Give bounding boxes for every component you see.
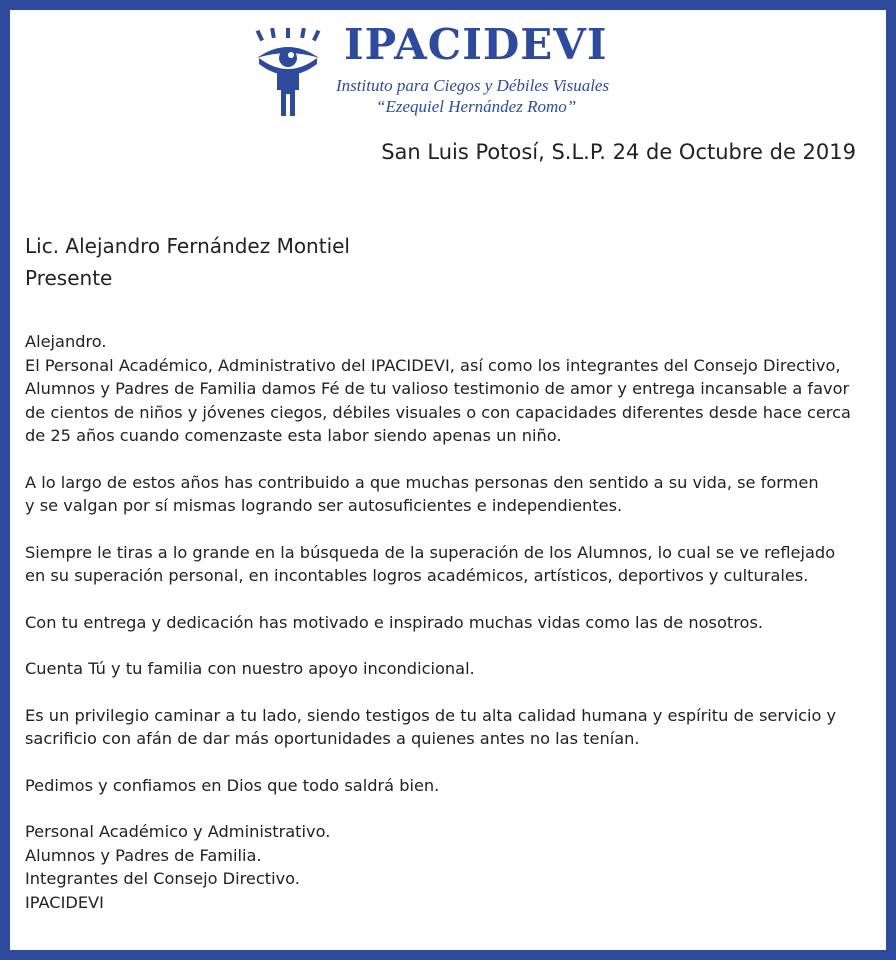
paragraph-line: Siempre le tiras a lo grande en la búsqueda de la superación de los Alumnos, lo cual se ve reflejado bbox=[25, 542, 836, 562]
signature-line: IPACIDEVI bbox=[25, 892, 104, 912]
paragraph-line: sacrificio con afán de dar más oportunidades a quienes antes no las tenían. bbox=[25, 729, 640, 748]
paragraph-7 bbox=[25, 774, 875, 798]
signature-line: Integrantes del Consejo Directivo. bbox=[25, 869, 300, 888]
letter-body bbox=[25, 330, 875, 914]
signature-line: Alumnos y Padres de Familia. bbox=[25, 845, 262, 865]
paragraph-line: El Personal Académico, Administrativo del IPACIDEVI, así como los integrantes del Consejo Directivo, bbox=[25, 355, 841, 375]
paragraph-line: Pedimos y confiamos en Dios que todo saldrá bien. bbox=[25, 775, 440, 795]
paragraph-6 bbox=[25, 704, 875, 751]
letterhead bbox=[10, 10, 886, 130]
paragraph-4 bbox=[25, 611, 875, 635]
org-name: IPACIDEVI bbox=[344, 20, 608, 69]
recipient-block bbox=[25, 230, 350, 294]
dateline: San Luis Potosí, S.L.P. 24 de Octubre de 2019 bbox=[381, 140, 856, 164]
paragraph-line: de cientos de niños y jóvenes ciegos, débiles visuales o con capacidades diferentes desde hace cerca bbox=[25, 402, 851, 422]
paragraph-line: de 25 años cuando comenzaste esta labor siendo apenas un niño. bbox=[25, 426, 562, 445]
salutation: Alejandro. bbox=[25, 332, 107, 351]
paragraph-line: Alumnos y Padres de Familia damos Fé de tu valioso testimonio de amor y entrega incansable a favor bbox=[25, 379, 850, 398]
paragraph-5 bbox=[25, 657, 875, 681]
org-honor-name: “Ezequiel Hernández Romo” bbox=[376, 97, 577, 116]
paragraph-line: Es un privilegio caminar a tu lado, siendo testigos de tu alta calidad humana y espíritu de servicio y bbox=[25, 705, 837, 725]
paragraph-line: Con tu entrega y dedicación has motivado e inspirado muchas vidas como las de nosotros. bbox=[25, 612, 764, 632]
paragraph-3 bbox=[25, 541, 875, 588]
signature-line: Personal Académico y Administrativo. bbox=[25, 822, 331, 841]
letter-page bbox=[10, 10, 886, 950]
paragraph-line: en su superación personal, en incontables logros académicos, artísticos, deportivos y culturales. bbox=[25, 566, 809, 585]
paragraph-line: Cuenta Tú y tu familia con nuestro apoyo incondicional. bbox=[25, 659, 475, 678]
signature-block bbox=[25, 820, 875, 914]
org-subtitle: Instituto para Ciegos y Débiles Visuales bbox=[336, 76, 610, 95]
paragraph-line: A lo largo de estos años has contribuido a que muchas personas den sentido a su vida, se formen bbox=[25, 472, 819, 492]
recipient-greeting: Presente bbox=[25, 266, 113, 290]
recipient-name: Lic. Alejandro Fernández Montiel bbox=[25, 234, 350, 258]
paragraph-2 bbox=[25, 471, 875, 518]
eye-person-logo-icon bbox=[255, 28, 321, 118]
paragraph-1 bbox=[25, 354, 875, 448]
paragraph-line: y se valgan por sí mismas logrando ser autosuficientes e independientes. bbox=[25, 496, 623, 515]
